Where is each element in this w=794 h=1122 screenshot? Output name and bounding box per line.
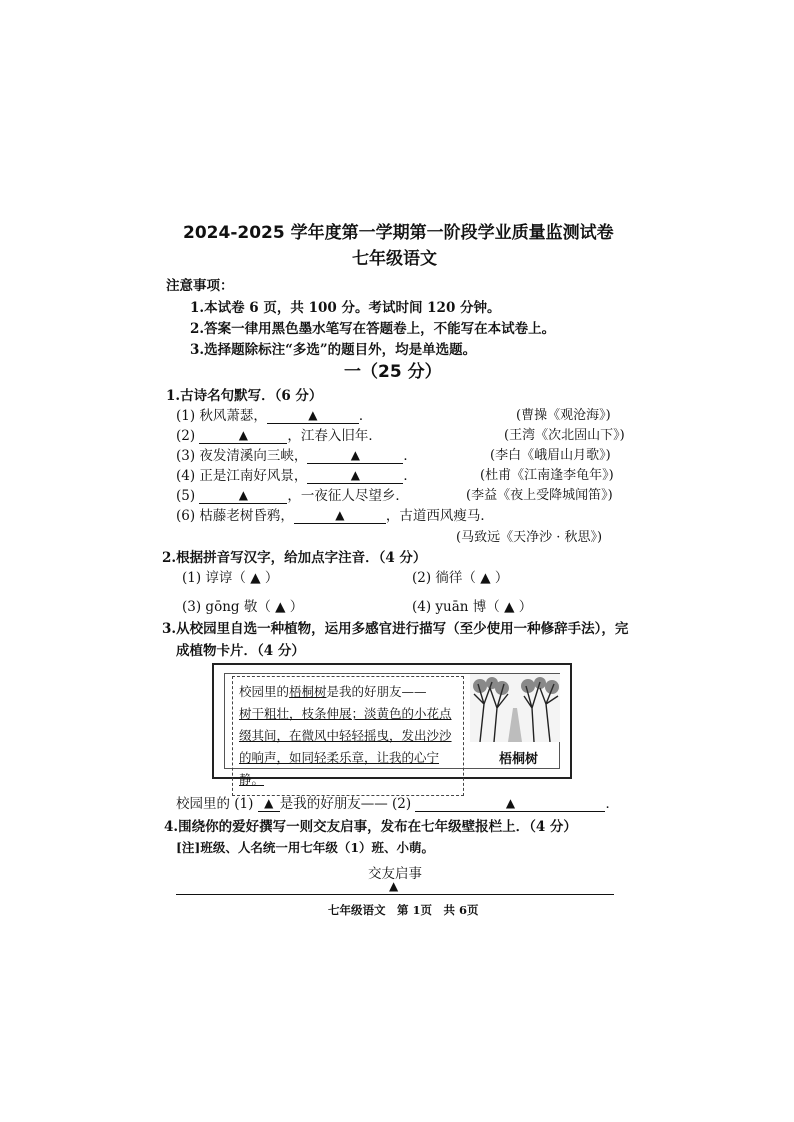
q2-text[interactable]: gōng 敬（ ▲ ）	[205, 599, 304, 615]
q3-answer-a: 校园里的 (1)	[176, 796, 254, 812]
q2-item	[182, 566, 278, 586]
q3-answer	[176, 792, 619, 812]
card-line: 树干粗壮，枝条伸展；淡黄色的小花点	[239, 706, 452, 721]
q1-source: (马致远《天净沙 · 秋思》)	[456, 530, 603, 545]
q3-answer-b: 是我的好朋友—— (2)	[279, 796, 412, 812]
q1-source: (李白《峨眉山月歌》)	[490, 448, 611, 463]
page-footer: 七年级语文 第 1页 共 6页	[328, 903, 479, 917]
plant-card-text	[232, 676, 464, 796]
q1-num: (1)	[176, 408, 196, 424]
notes-item: 3.选择题除标注“多选”的题目外，均是单选题。	[190, 342, 477, 358]
q2-title: 2.根据拼音写汉字，给加点字注音．（4 分）	[162, 550, 427, 566]
q4-title: 4.围绕你的爱好撰写一则交友启事，发布在七年级壁报栏上．（4 分）	[164, 819, 577, 835]
q1-before: 正是江南好风景，	[199, 468, 308, 484]
q1-after: ．	[358, 408, 373, 424]
notes-item: 1.本试卷 6 页，共 100 分。考试时间 120 分钟。	[190, 300, 501, 316]
q2-num: (2)	[412, 570, 432, 586]
q1-num: (3)	[176, 448, 196, 464]
q3-title-cont: 成植物卡片．（4 分）	[176, 643, 305, 659]
card-line: 的响声，如同轻柔乐章，让我的心宁静。	[239, 750, 440, 787]
notes-heading: 注意事项：	[166, 278, 234, 294]
blank-triangle: ▲	[238, 428, 249, 442]
q1-line	[176, 444, 417, 464]
q3-answer-end: ．	[605, 796, 619, 812]
q2-item	[412, 566, 508, 586]
section-heading: 一（25 分）	[344, 362, 442, 382]
tree-picture	[470, 674, 560, 742]
q4-note: [注]班级、人名统一用七年级（1）班、小萌。	[176, 840, 435, 855]
q1-source: (杜甫《江南逢李龟年》)	[480, 468, 614, 483]
q2-num: (4)	[412, 599, 432, 615]
answer-blank[interactable]	[199, 428, 287, 444]
q1-source: (曹操《观沧海》)	[516, 408, 611, 423]
q1-after: ，江春入旧年．	[287, 428, 382, 444]
blank-triangle: ▲	[264, 796, 274, 810]
q2-item	[412, 595, 532, 615]
exam-subtitle: 七年级语文	[352, 249, 437, 269]
answer-blank[interactable]	[415, 796, 605, 812]
q2-text[interactable]: 谆谆（ ▲ ）	[205, 570, 279, 586]
q1-source: (王湾《次北固山下》)	[504, 428, 625, 443]
blank-triangle: ▲	[238, 488, 249, 502]
answer-blank[interactable]	[294, 508, 386, 524]
q1-line	[176, 404, 372, 424]
q1-after: ，古道西风瘦马．	[385, 508, 494, 524]
q1-after: ．	[403, 468, 417, 484]
q1-num: (4)	[176, 468, 196, 484]
q2-text[interactable]: yuān 博（ ▲ ）	[435, 599, 533, 615]
tree-caption: 梧桐树	[499, 752, 539, 767]
q1-line	[176, 504, 494, 524]
blank-triangle: ▲	[350, 448, 361, 462]
q4-answer-line[interactable]	[176, 894, 614, 895]
q3-title: 3.从校园里自选一种植物，运用多感官进行描写（至少使用一种修辞手法），完	[162, 621, 629, 637]
notes-item: 2.答案一律用黑色墨水笔写在答题卷上，不能写在本试卷上。	[190, 321, 556, 337]
q2-num: (3)	[182, 599, 202, 615]
answer-blank[interactable]	[199, 488, 287, 504]
q1-after: ，一夜征人尽望乡．	[287, 488, 409, 504]
q2-text[interactable]: 徜徉（ ▲ ）	[435, 570, 509, 586]
q1-num: (2)	[176, 428, 196, 444]
q1-before: 夜发清溪向三峡，	[199, 448, 308, 464]
blank-triangle: ▲	[308, 408, 318, 422]
blank-triangle: ▲	[505, 796, 516, 810]
q1-after: ．	[403, 448, 417, 464]
exam-title: 2024-2025 学年度第一学期第一阶段学业质量监测试卷	[183, 223, 614, 243]
q1-num: (5)	[176, 488, 196, 504]
card-line: 缀其间，在微风中轻轻摇曳，发出沙沙	[239, 728, 452, 743]
q1-line	[176, 424, 382, 444]
q1-num: (6)	[176, 508, 196, 524]
answer-blank[interactable]	[307, 468, 403, 484]
q2-num: (1)	[182, 570, 202, 586]
q1-before: 枯藤老树昏鸦，	[199, 508, 294, 524]
answer-blank[interactable]	[267, 408, 359, 424]
q1-before: 秋风萧瑟，	[199, 408, 267, 424]
q1-line	[176, 484, 409, 504]
q2-item	[182, 595, 303, 615]
answer-blank[interactable]	[307, 448, 403, 464]
q4-heading: 交友启事	[368, 866, 422, 882]
answer-blank[interactable]	[258, 796, 280, 812]
q4-answer-mark: ▲	[389, 879, 399, 893]
card-line: 校园里的梧桐树是我的好朋友——	[239, 684, 427, 699]
q1-line	[176, 464, 417, 484]
q1-source: (李益《夜上受降城闻笛》)	[466, 488, 613, 503]
blank-triangle: ▲	[350, 468, 361, 482]
blank-triangle: ▲	[335, 508, 345, 522]
q1-title: 1.古诗名句默写．（6 分）	[166, 388, 323, 404]
